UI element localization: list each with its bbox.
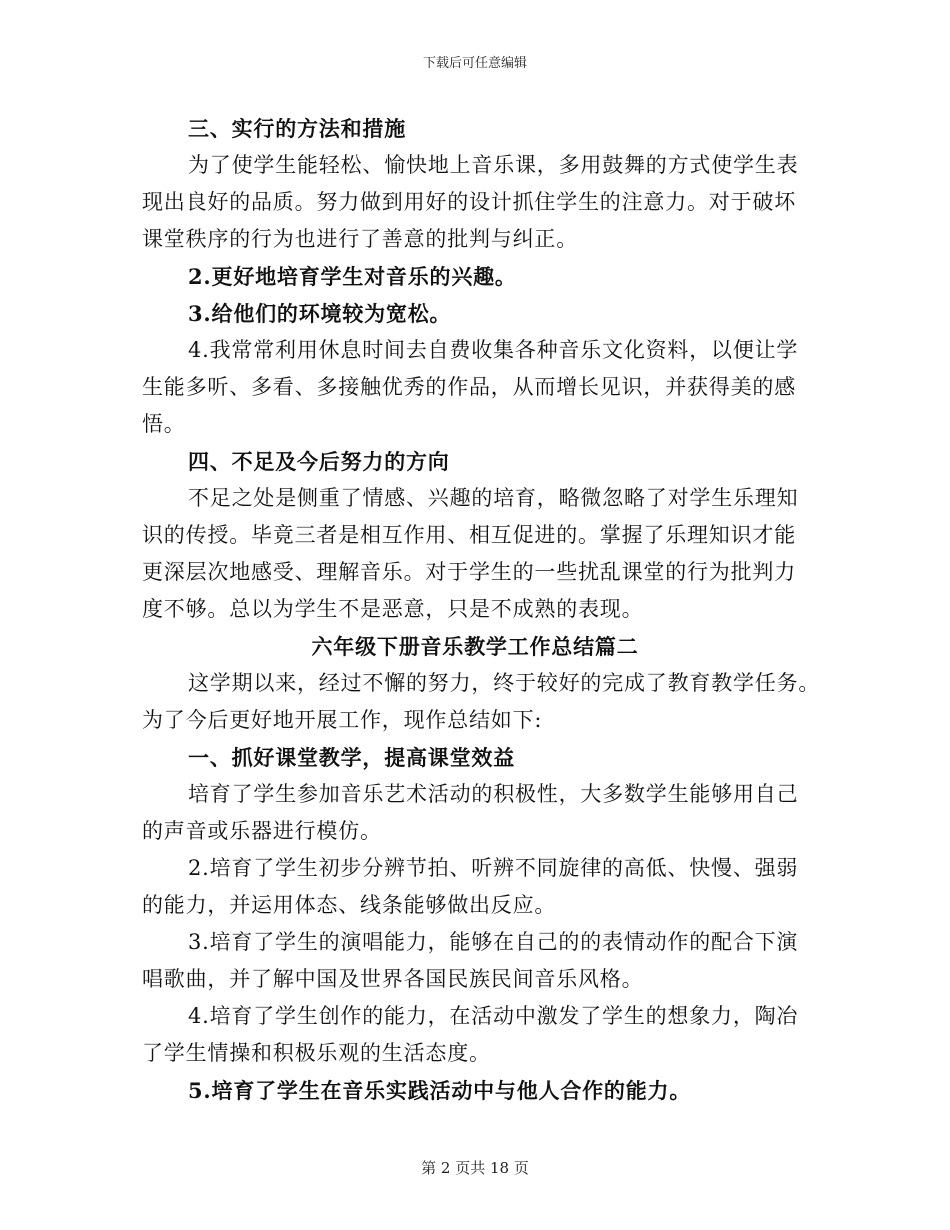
text-line: 更深层次地感受、理解音乐。对于学生的一些扰乱课堂的行为批判力	[142, 560, 796, 584]
text-line: 培育了学生参加音乐艺术活动的积极性，大多数学生能够用自己	[188, 782, 799, 806]
text-line: 为了今后更好地开展工作，现作总结如下:	[142, 708, 543, 732]
page-header: 下载后可任意编辑	[422, 56, 527, 71]
text-line: 这学期以来，经过不懈的努力，终于较好的完成了教育教学任务。	[188, 671, 821, 695]
page-footer: 第 2 页共 18 页	[421, 1159, 529, 1177]
text-line: 了学生情操和积极乐观的生活态度。	[142, 1041, 491, 1065]
text-line: 4.我常常利用休息时间去自费收集各种音乐文化资料，以便让学	[188, 338, 799, 362]
text-line: 的能力，并运用体态、线条能够做出反应。	[142, 893, 557, 917]
text-line: 2.培育了学生初步分辨节拍、听辨不同旋律的高低、快慢、强弱	[188, 856, 799, 880]
text-line: 的声音或乐器进行模仿。	[142, 819, 382, 843]
text-line: 3.培育了学生的演唱能力，能够在自己的的表情动作的配合下演	[188, 930, 799, 954]
heading-line: 3.给他们的环境较为宽松。	[188, 301, 452, 326]
heading-line: 四、不足及今后努力的方向	[188, 449, 450, 474]
heading-line: 2.更好地培育学生对音乐的兴趣。	[188, 264, 517, 289]
text-line: 课堂秩序的行为也进行了善意的批判与纠正。	[142, 227, 578, 251]
text-line: 不足之处是侧重了情感、兴趣的培育，略微忽略了对学生乐理知	[188, 486, 799, 510]
heading-line: 一、抓好课堂教学，提高课堂效益	[188, 745, 515, 770]
text-line: 生能多听、多看、多接触优秀的作品，从而增长见识，并获得美的感	[142, 375, 796, 399]
section-title: 六年级下册音乐教学工作总结篇二	[311, 634, 639, 659]
heading-line: 5.培育了学生在音乐实践活动中与他人合作的能力。	[188, 1078, 692, 1103]
text-line: 识的传授。毕竟三者是相互作用、相互促进的。掌握了乐理知识才能	[142, 523, 796, 547]
text-line: 现出良好的品质。努力做到用好的设计抓住学生的注意力。对于破坏	[142, 190, 796, 214]
text-line: 为了使学生能轻松、愉快地上音乐课，多用鼓舞的方式使学生表	[188, 153, 799, 177]
text-line: 唱歌曲，并了解中国及世界各国民族民间音乐风格。	[142, 967, 644, 991]
heading-line: 三、实行的方法和措施	[188, 116, 406, 141]
text-line: 悟。	[142, 412, 186, 436]
text-line: 4.培育了学生创作的能力，在活动中激发了学生的想象力，陶冶	[188, 1004, 799, 1028]
document-body	[142, 110, 821, 1109]
text-line: 度不够。总以为学生不是恶意，只是不成熟的表现。	[142, 597, 644, 621]
